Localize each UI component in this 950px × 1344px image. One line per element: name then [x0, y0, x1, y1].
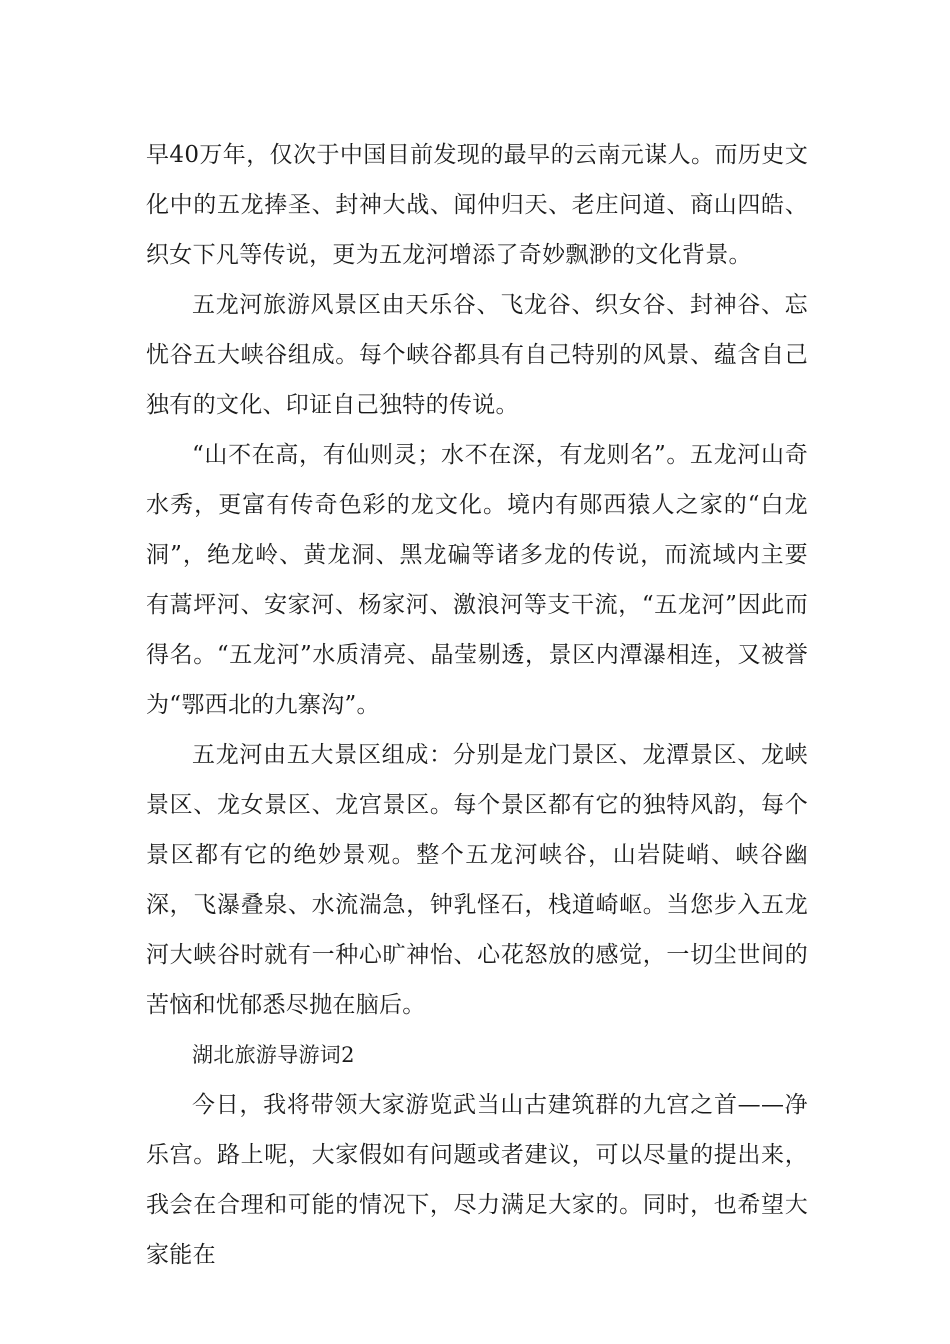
paragraph-5: 今日，我将带领大家游览武当山古建筑群的九宫之首——净乐宫。路上呢，大家假如有问题或者建议，可以尽量的提出来，我会在合理和可能的情况下，尽力满足大家的。同时，也希望大家能在: [146, 1092, 808, 1268]
paragraph-1: 早40万年，仅次于中国目前发现的最早的云南元谋人。而历史文化中的五龙捧圣、封神大战、闻仲归天、老庄问道、商山四皓、织女下凡等传说，更为五龙河增添了奇妙飘渺的文化背景。: [146, 142, 808, 268]
body-text: [146, 130, 808, 1280]
section-heading: 湖北旅游导游词2: [192, 1043, 355, 1067]
paragraph-2: 五龙河旅游风景区由天乐谷、飞龙谷、织女谷、封神谷、忘忧谷五大峡谷组成。每个峡谷都具有自己特别的风景、蕴含自己独有的文化、印证自己独特的传说。: [146, 292, 808, 418]
paragraph-3: “山不在高，有仙则灵；水不在深，有龙则名”。五龙河山奇水秀，更富有传奇色彩的龙文化。境内有郧西猿人之家的“白龙洞”，绝龙岭、黄龙洞、黑龙碥等诸多龙的传说，而流域内主要有蒿坪河、安家河、杨家河、激浪河等支干流，“五龙河”因此而得名。“五龙河”水质清亮、晶莹剔透，景区内潭瀑相连，又被誉为“鄂西北的九寨沟”。: [146, 442, 808, 718]
paragraph-4: 五龙河由五大景区组成：分别是龙门景区、龙潭景区、龙峡景区、龙女景区、龙宫景区。每个景区都有它的独特风韵，每个景区都有它的绝妙景观。整个五龙河峡谷，山岩陡峭、峡谷幽深，飞瀑叠泉、水流湍急，钟乳怪石，栈道崎岖。当您步入五龙河大峡谷时就有一种心旷神怡、心花怒放的感觉，一切尘世间的苦恼和忧郁悉尽抛在脑后。: [146, 742, 808, 1018]
